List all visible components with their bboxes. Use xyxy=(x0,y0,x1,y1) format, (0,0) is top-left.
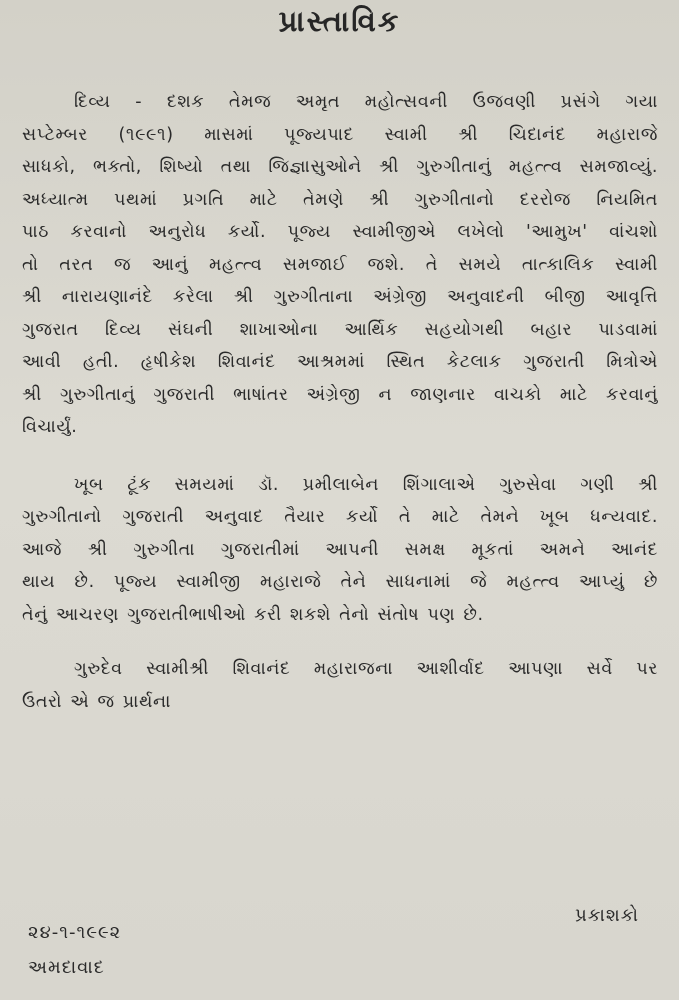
text-line: ઉતરો એ જ પ્રાર્થના xyxy=(22,691,171,712)
text-line: શ્રી નારાયણાનંદે કરેલા શ્રી ગુરુગીતાના અંગ્રેજી અનુવાદની બીજી આવૃત્તિ xyxy=(22,287,658,307)
text-line: આવી હતી. હૃષીકેશ શિવાનંદ આશ્રમમાં સ્થિત કેટલાક ગુજરાતી મિત્રોએ xyxy=(22,352,658,372)
text-line: થાય છે. પૂજ્ય સ્વામીજી મહારાજે તેને સાધનામાં જે મહત્ત્વ આપ્યું છે xyxy=(22,572,658,592)
text-line: આજે શ્રી ગુરુગીતા ગુજરાતીમાં આપની સમક્ષ મૂકતાં અમને આનંદ xyxy=(22,539,658,560)
paragraph-1 xyxy=(22,86,658,444)
document-city: અમદાવાદ xyxy=(28,957,105,978)
publisher-signature: પ્રકાશકો xyxy=(575,905,639,926)
text-line: પાઠ કરવાનો અનુરોધ કર્યો. પૂજ્ય સ્વામીજીએ લખેલો 'આમુખ' વાંચશો xyxy=(22,222,658,242)
paragraph-3 xyxy=(22,653,658,718)
text-line: શ્રી ગુરુગીતાનું ગુજરાતી ભાષાંતર અંગ્રેજી ન જાણનાર વાચકો માટે કરવાનું xyxy=(22,384,658,405)
text-line: ગુજરાત દિવ્ય સંઘની શાખાઓના આર્થિક સહયોગથી બહાર પાડવામાં xyxy=(22,319,658,340)
text-line: સાધકો, ભક્તો, શિષ્યો તથા જિજ્ઞાસુઓને શ્રી ગુરુગીતાનું મહત્ત્વ સમજાવ્યું. xyxy=(22,157,658,177)
document-body xyxy=(22,86,658,718)
text-line: ગુરુદેવ સ્વામીશ્રી શિવાનંદ મહારાજના આશીર્વાદ આપણા સર્વે પર xyxy=(74,659,658,679)
text-line: વિચાર્યું. xyxy=(22,417,78,437)
text-line: દિવ્ય - દશક તેમજ અમૃત મહોત્સવની ઉજવણી પ્રસંગે ગયા xyxy=(74,92,658,112)
text-line: તો તરત જ આનું મહત્ત્વ સમજાઈ જશે. તે સમયે તાત્કાલિક સ્વામી xyxy=(22,254,658,275)
text-line: તેનું આચરણ ગુજરાતીભાષીઓ કરી શકશે તેનો સંતોષ પણ છે. xyxy=(22,604,484,625)
paragraph-2 xyxy=(22,469,658,632)
text-line: અધ્યાત્મ પથમાં પ્રગતિ માટે તેમણે શ્રી ગુરુગીતાનો દરરોજ નિયમિત xyxy=(22,189,658,210)
page-title: પ્રાસ્તાવિક xyxy=(278,4,401,38)
text-line: ગુરુગીતાનો ગુજરાતી અનુવાદ તૈયાર કર્યો તે માટે તેમને ખૂબ ધન્યવાદ. xyxy=(22,507,658,527)
document-date: ૨૪-૧-૧૯૯૨ xyxy=(28,922,122,943)
text-line: સપ્ટેમ્બર (૧૯૯૧) માસમાં પૂજ્યપાદ સ્વામી શ્રી ચિદાનંદ મહારાજે xyxy=(22,124,658,145)
text-line: ખૂબ ટૂંક સમયમાં ડૉ. પ્રમીલાબેન શિંગાલાએ ગુરુસેવા ગણી શ્રી xyxy=(74,474,658,495)
